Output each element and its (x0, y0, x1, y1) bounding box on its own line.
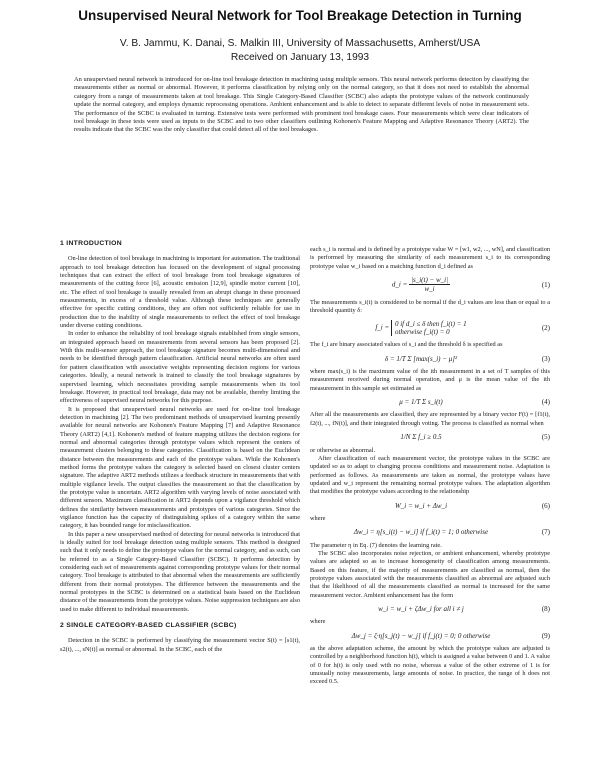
paper-authors: V. B. Jammu, K. Danai, S. Malkin III, University of Massachusetts, Amherst/USA (119, 38, 481, 49)
equation-term: Δw_i = η[s_i(t) − w_i] if f_i(t) = 1; 0 otherwise (353, 528, 489, 537)
equation-3 (310, 355, 550, 363)
intro-paragraph: In order to enhance the reliability of tool breakage signals established from single sensors, an integrated approach based on measurements from several sensors has been proposed [2]. With this multi-sensor approach, the tool breakage signature becomes multi-dimensional and needs to be identified through pattern classification. Artificial neural networks are often used for pattern classification with associative weights representing decision regions for various categories. Ideally, a neural network is trained to classify the tool breakage signatures by supervised learning, which necessitates providing sample measurements when its tool breakage. However, in practical tool breakage, data may not be available, thereby limiting the effectiveness of supervised neural networks for this purpose. (60, 330, 300, 405)
equation-lhs: δ = (384, 354, 395, 363)
body-paragraph: where max(s_i) is the maximum value of the ith measurement in a set of T samples of this measurement received during normal operation, and μ is the mean value of the ith measurement in this sample set estimated as (310, 368, 550, 392)
received-date: Received on January 13, 1993 (230, 52, 370, 63)
equation-number: (9) (541, 631, 550, 640)
equation-number: (4) (541, 398, 550, 407)
equation-term: 1/N Σ f_i ≥ 0.5 (400, 433, 442, 442)
equation-4 (310, 398, 550, 406)
equation-6 (310, 502, 550, 510)
paper-title: Unsupervised Neural Network for Tool Breakage Detection in Turning (78, 8, 522, 23)
equation-lhs: f_i = (375, 324, 390, 333)
section-heading-introduction: 1 INTRODUCTION (60, 240, 122, 247)
equation-term: 1/T Σ s_i(t) (411, 398, 443, 407)
fraction (409, 276, 450, 294)
equation-7 (310, 528, 550, 536)
equation-1 (310, 276, 550, 294)
body-paragraph: where (310, 618, 326, 626)
body-paragraph: After all the measurements are classified, they are represented by a binary vector F(t) = [f1(t), f2(t), ..., fN(t)], and their integrated through voting. The process is classified as normal when (310, 411, 550, 427)
equation-8 (310, 605, 550, 613)
body-paragraph: The parameter η in Eq. (7) denotes the learning rate. (310, 541, 442, 549)
equation-number: (3) (541, 354, 550, 363)
equation-term: [max(s_i) − μ]² (413, 354, 458, 363)
body-paragraph: The SCBC also incorporates noise rejection, or ambient enhancement, whereby prototype values are adapted so as to increase homogeneity of classification among measurements. Based on this feature, if the majority of measurements are classified as normal, then the prototype values associated with the measurements classified as abnormal are adjusted such that the likelihood of all the measurements classified as normal is increased for the same measurement vector. Ambient enhancement has the form (310, 549, 550, 599)
equation-number: (5) (541, 433, 550, 442)
intro-paragraph: It is proposed that unsupervised neural networks are used for on-line tool breakage detection in machining [2]. The two predominant methods of unsupervised learning presently available for neural networks are Kohonen's Feature Mapping [7] and Adaptive Resonance Theory (ART2) [4,1]. Kohonen's method of feature mapping utilizes the decision regions for normal and abnormal categories through prototype values which represent the centers of measurement clusters belonging to these categories. Classification is based on the Euclidean distance between the measurements and each of the prototype values. While the Kohonen's method forms the prototype values the category is selected based on closest cluster centers signature. The adaptive ART2 methods utilizes a feedback structure in measurements that with multiple vigilance levels. The output classifies the measurement so that the classification by the prototype value is uncertain. ART2 algorithm with varying levels of noise associated with different sensors. Maximum classification in ART2 depends upon a vigilance threshold which defines the similarity between measurements and prototypes of various categories. Since the vigilance function has the capacity of distinguishing spikes of a category within the same category, it has bounded range for misclassification. (60, 405, 300, 530)
body-paragraph: After classification of each measurement vector, the prototype values in the SCBC are updated so as to adapt to changing process conditions and measurement noise. Adaptation is performed as follows. As measurements are taken as normal, the prototype values have updated and w_i represent the remaining normal prototype values. The adaptation algorithm that modifies the prototype values according to the relationship (310, 454, 550, 496)
scbc-paragraph: Detection in the SCBC is performed by classifying the measurement vector S(t) = [s1(t), s2(t), ..., sN(t)] as normal or abnormal. In the SCBC, each of the (60, 637, 300, 653)
equation-number: (1) (541, 280, 550, 289)
equation-lhs: d_i = (391, 280, 408, 289)
equation-number: (2) (541, 324, 550, 333)
case-line: otherwise f_i(t) = 0 (394, 328, 450, 337)
case-brace (391, 320, 467, 336)
equation-number: (7) (541, 528, 550, 537)
fraction-denominator: w_i (424, 285, 435, 294)
equation-term: W_i = w_i + Δw_i (394, 501, 448, 510)
body-paragraph: as the above adaptation scheme, the amount by which the prototype values are adjusted is controlled by a neighborhood function h(t), which is assigned a value between 0 and 1. A value of 0 for h(t) is only used with no noise, whereas a value of the other extreme of 1 is for unusually noisy measurements, large amounts of noise. In practice, the range of h does not exceed 0.5. (310, 645, 550, 686)
body-paragraph: where (310, 514, 326, 522)
abstract-text: An unsupervised neural network is introduced for on-line tool breakage detection in machining using multiple sensors. This neural network performs detection by classifying the measurements either as normal or abnormal. However, it performs classification by relying only on the normal category, so that it does not need to establish the abnormal category from a range of measurements taken at tool breakage. This Single Category-Based Classifier (SCBC) also adapts the prototype values of the network continuously update the normal category, and employs dynamic reprocessing operations. Ambient enhancement and is able to detect to separate different levels of noise in measurement sets. The performance of the SCBC is evaluated in turning. Extensive tests were performed with prominent tool breakage cases. Four measurements which were clear indicators of tool breakage in these tests were used as inputs to the SCBC and to two other classifiers outlining Kohonen's Feature Mapping and Adaptive Resonance Theory (ART2). The results indicate that the SCBC was the only classifier that could detect all of the tool breakages. (74, 76, 529, 134)
body-paragraph: The measurements s_i(t) is considered to be normal if the d_i values are less than or equal to a threshold quantity δ: (310, 298, 550, 315)
body-paragraph: each s_i is normal and is defined by a prototype value W = [w1, w2, ..., wN], and classification is performed by measuring the similarity of each measurement s_i to its corresponding prototype value w_i based on a matching function d_i defined as (310, 246, 550, 270)
equation-9 (310, 632, 550, 640)
equation-5 (310, 433, 550, 441)
equation-number: (8) (541, 605, 550, 613)
equation-2 (310, 320, 550, 336)
equation-number: (6) (541, 501, 550, 510)
case-line: 0 if d_i ≤ δ then f_i(t) = 1 (394, 320, 467, 329)
right-column (310, 246, 550, 687)
intro-paragraph: On-line detection of tool breakage in machining is important for automation. The traditional approach to tool breakage detection has focused on the development of signal processing techniques that can extract the effect of tool breakage from tool breakage signatures of measurements of the cutting force [6], acoustic emission [12,9], spindle motor current [10], etc. The effect of tool breakage is usually revealed from an abrupt change in these processed measurements, in excess of a threshold value. Although these techniques are generally effective for specific cutting conditions, they are often not sufficiently reliable for use in production due to the inability of single measurements to reflect the effect of tool breakage under diverse cutting conditions. (60, 255, 300, 330)
equation-term: Δw_j = ζ·η[s_j(t) − w_j] if f_j(t) = 0; 0 otherwise (351, 631, 491, 640)
body-paragraph: or otherwise as abnormal. (310, 446, 376, 454)
fraction-numerator: |s_i(t) − w_i| (411, 276, 449, 285)
body-paragraph: The f_i are binary associated values of s_i and the threshold δ is specified as (310, 341, 503, 349)
equation-term: w_i = w_i + ζΔw_i for all i ≠ j (378, 605, 464, 613)
equation-sum: 1/T Σ (396, 354, 412, 363)
abstract (74, 76, 529, 135)
intro-paragraph: In this paper a new unsupervised method of detecting for neural networks is introduced that is ideally suited for tool breakage detection using multiple sensors. This method is designed such that it only needs to define the prototype values for the normal category, and as such, can be referred to as a Single Category-Based Classifier (SCBC). It performs detection by considering each set of measurements against corresponding prototype values for their normal category. Tool breakage is attributed to that abnormal when the measurements are sufficiently different from their normal prototypes. The difference between the measurements and the normal prototypes in the SCBC is determined on a statistical basis based on the Euclidean distance of the measurements from the prototype values. Noise suppression techniques are also used to make different to individual measurements. (60, 530, 300, 613)
equation-lhs: μ = (399, 398, 410, 407)
section-heading-scbc: 2 SINGLE CATEGORY-BASED CLASSIFIER (SCBC) (60, 622, 237, 630)
left-column (60, 240, 300, 654)
